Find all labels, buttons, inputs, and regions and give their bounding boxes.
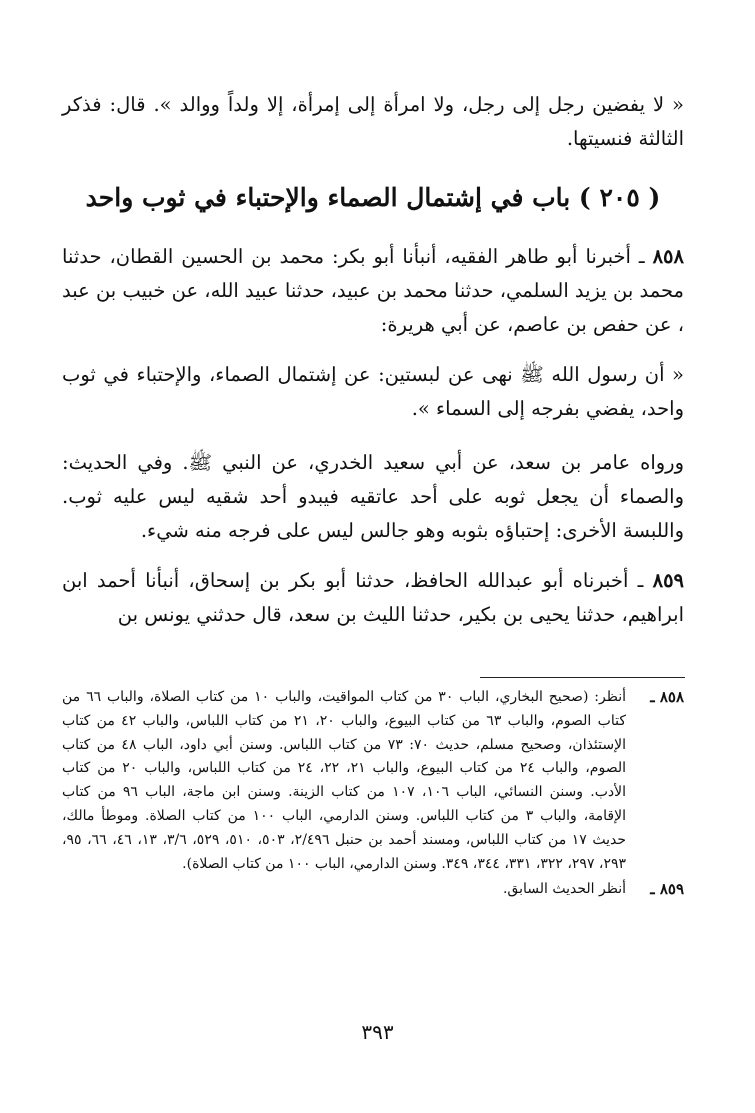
footnote-859 bbox=[62, 878, 684, 902]
footnote-text: أنظر: (صحيح البخاري، الباب ٣٠ من كتاب المواقيت، والباب ١٠ من كتاب الصلاة، والباب ٦٦ من كتاب الصوم، والباب ٦٣ من كتاب البيوع، والباب ٢٠، ٢١ من كتاب اللباس، والباب ٤٢ من كتاب الإستئذان، وصحيح مسلم، حديث ٧٠: ٧٣ من كتاب اللباس. وسنن أبي داود، الباب ٤٨ من كتاب الصوم، والباب ٢٤ من كتاب البيوع، والباب ٢١، ٢٢، ٢٤ من كتاب اللباس، والباب ٢٠ من كتاب الأدب. وسنن النسائي، الباب ١٠٦، ١٠٧ من كتاب الزينة. وسنن ابن ماجة، الباب ٩٦ من كتاب الإقامة، والباب ٣ من كتاب اللباس. وسنن الدارمي، الباب ١٠٠ من كتاب الصلاة. وموطأ مالك، حديث ١٧ من كتاب اللباس، ومسند أحمد بن حنبل ٢/٤٩٦، ٥٠٣، ٥١٠، ٥٢٩، ٣/٦، ١٣، ٤٦، ٦٦، ٩٥، ٢٩٣، ٢٩٧، ٣٢٢، ٣٣١، ٣٤٤، ٣٤٩. وسنن الدارمي، الباب ١٠٠ من كتاب الصلاة). bbox=[62, 689, 627, 872]
footnote-number: ٨٥٨ ـ bbox=[650, 688, 684, 706]
hadith-858-chain bbox=[62, 240, 684, 342]
footnote-separator bbox=[480, 677, 685, 678]
hadith-858-chain-text: ـ أخبرنا أبو طاهر الفقيه، أنبأنا أبو بكر: محمد بن الحسين القطان، حدثنا محمد بن يزيد السلمي، حدثنا محمد بن عبيد، حدثنا عبيد الله، عن خبيب بن عبد ، عن حفص بن عاصم، عن أبي هريرة: bbox=[62, 245, 684, 336]
hadith-859-chain-text: ـ أخبرناه أبو عبدالله الحافظ، حدثنا أبو بكر بن إسحاق، أنبأنا أحمد ابن ابراهيم، حدثنا يحيى بن بكير، حدثنا الليث بن سعد، قال حدثني يونس بن bbox=[62, 569, 684, 626]
hadith-858-number: ٨٥٨ bbox=[652, 245, 684, 268]
footnote-number: ٨٥٩ ـ bbox=[650, 880, 684, 899]
page-number: ٣٩٣ bbox=[361, 1020, 394, 1044]
main-text bbox=[62, 88, 684, 632]
hadith-858-matn: « أن رسول الله ﷺ نهى عن لبستين: عن إشتمال الصماء، والإحتباء في ثوب واحد، يفضي بفرجه إلى السماء ». bbox=[62, 363, 684, 420]
footnote-text: أنظر الحديث السابق. bbox=[502, 881, 626, 898]
hadith-859-chain bbox=[62, 564, 684, 632]
chapter-heading: ( ٢٠٥ ) باب في إشتمال الصماء والإحتباء في ثوب واحد bbox=[85, 183, 661, 212]
footnote-858 bbox=[62, 686, 684, 876]
footnotes bbox=[62, 686, 684, 904]
intro-paragraph: « لا يفضين رجل إلى رجل، ولا امرأة إلى إمرأة، إلا ولداً ووالد ». قال: فذكر الثالثة فنسيتها. bbox=[62, 93, 684, 150]
hadith-859-number: ٨٥٩ bbox=[652, 569, 685, 592]
hadith-858-commentary: ورواه عامر بن سعد، عن أبي سعيد الخدري، عن النبي ﷺ. وفي الحديث: والصماء أن يجعل ثوبه على أحد عاتقيه فيبدو أحد شقيه ليس عليه ثوب. واللبسة الأخرى: إحتباؤه بثوبه وهو جالس ليس على فرجه منه شيء. bbox=[62, 451, 684, 542]
